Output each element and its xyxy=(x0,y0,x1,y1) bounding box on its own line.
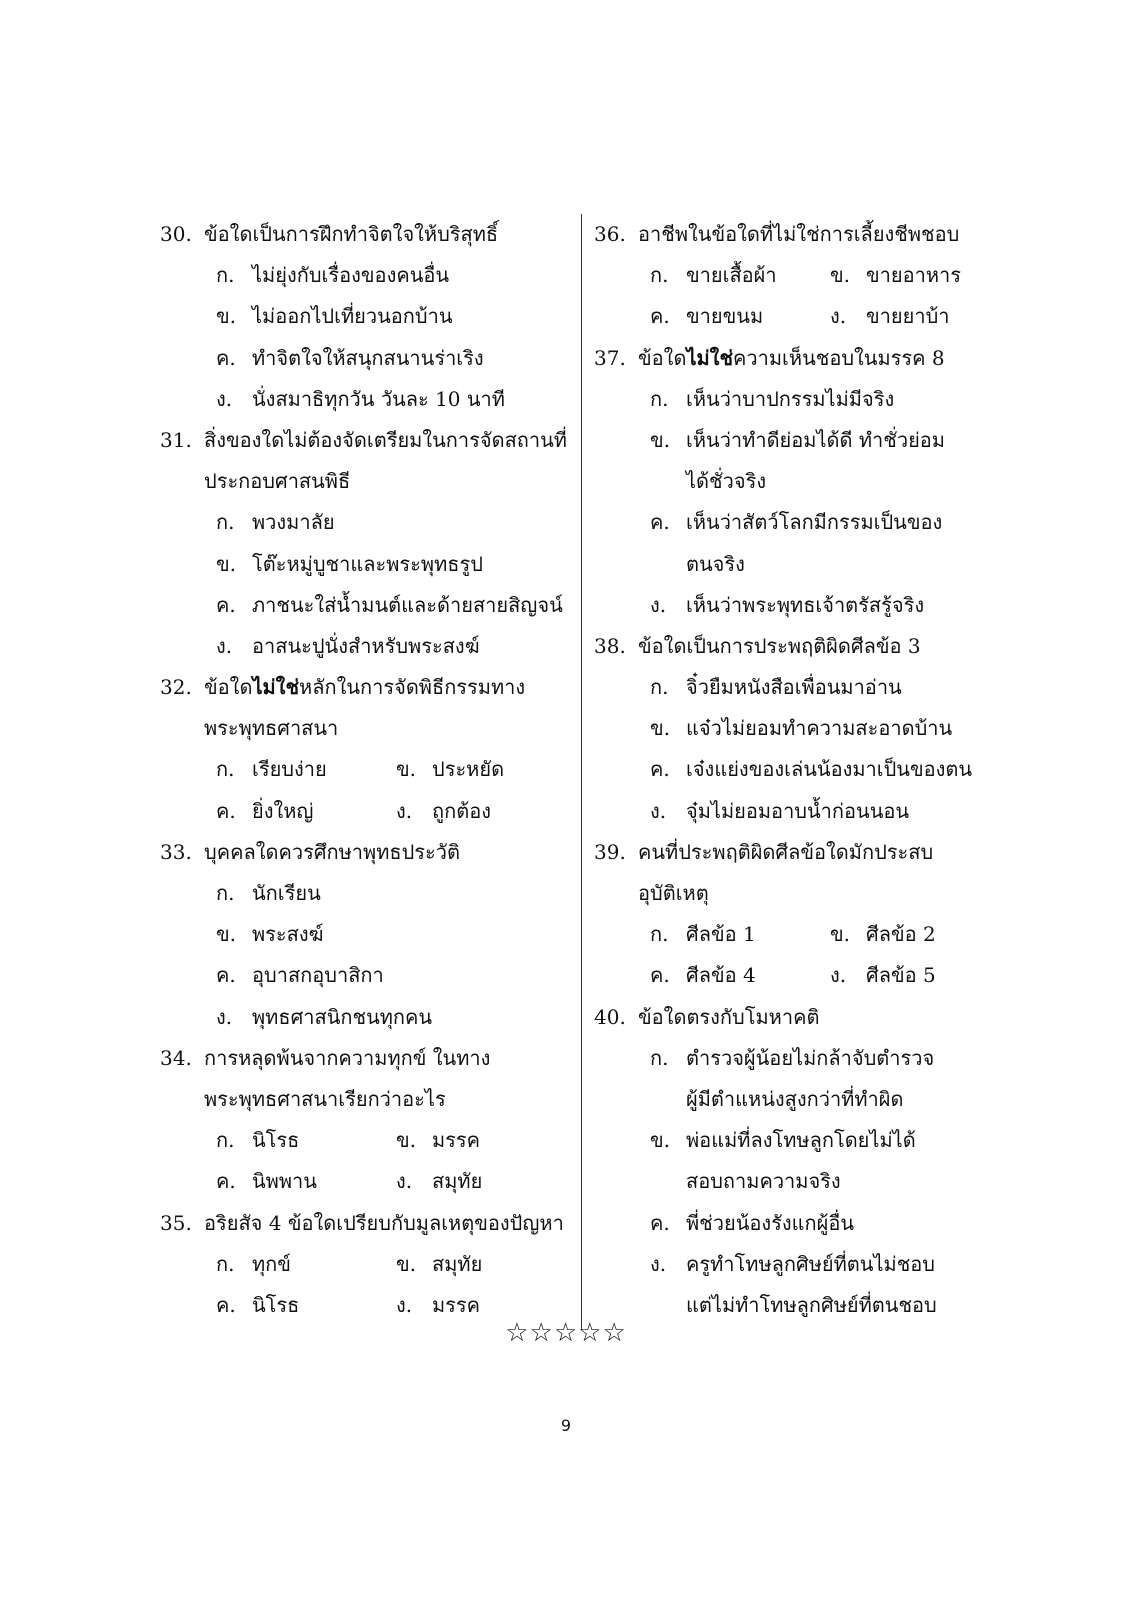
answer-option xyxy=(160,379,560,420)
question-text: สิ่งของใดไม่ต้องจัดเตรียมในการจัดสถานที่ xyxy=(204,427,567,452)
question-line xyxy=(594,214,984,255)
question-text-post: หลักในการจัดพิธีกรรมทาง xyxy=(299,675,526,700)
answer-option-pair xyxy=(160,1120,560,1161)
question-number: 38. xyxy=(594,633,626,658)
option-label: ง. xyxy=(396,1292,413,1317)
option-label: ค. xyxy=(216,592,236,617)
option-text: เรียบง่าย xyxy=(252,757,327,782)
question-line xyxy=(594,832,984,873)
option-text: ขายขนม xyxy=(686,304,764,329)
question-text-emphasis: ไม่ใช่ xyxy=(252,675,300,700)
option-label: ค. xyxy=(650,510,670,535)
question-text: ข้อใดเป็นการประพฤติผิดศีลข้อ 3 xyxy=(638,633,921,658)
option-text: ได้ชั่วจริง xyxy=(686,469,767,494)
option-label: ข. xyxy=(396,1128,417,1153)
option-label: ก. xyxy=(650,922,669,947)
question-continuation xyxy=(160,461,560,502)
answer-option xyxy=(594,420,984,461)
option-label: ง. xyxy=(650,798,667,823)
question-line xyxy=(160,214,560,255)
option-text: จิ๋วยืมหนังสือเพื่อนมาอ่าน xyxy=(686,675,902,700)
option-label: ง. xyxy=(650,1251,667,1276)
option-text: ครูทำโทษลูกศิษย์ที่ตนไม่ชอบ xyxy=(686,1251,935,1276)
option-label: ข. xyxy=(830,922,851,947)
option-text: พ่อแม่ที่ลงโทษลูกโดยไม่ได้ xyxy=(686,1128,916,1153)
column-divider xyxy=(581,214,582,1330)
option-text: เห็นว่าสัตว์โลกมีกรรมเป็นของ xyxy=(686,510,943,535)
option-label: ค. xyxy=(216,345,236,370)
option-text: เจ๋งแย่งของเล่นน้องมาเป็นของตน xyxy=(686,757,973,782)
question-continuation xyxy=(594,873,984,914)
question-number: 40. xyxy=(594,1004,626,1029)
option-label: ค. xyxy=(216,963,236,988)
option-label: ค. xyxy=(216,1169,236,1194)
option-text: เห็นว่าบาปกรรมไม่มีจริง xyxy=(686,386,895,411)
answer-option-continuation xyxy=(594,1079,984,1120)
option-label: ก. xyxy=(216,1251,235,1276)
option-text: นิโรธ xyxy=(252,1128,300,1153)
option-label: ข. xyxy=(396,1251,417,1276)
option-label: ข. xyxy=(216,304,237,329)
answer-option xyxy=(830,255,1010,296)
question-text: อริยสัจ 4 ข้อใดเปรียบกับมูลเหตุของปัญหา xyxy=(204,1210,564,1235)
question-text: ประกอบศาสนพิธี xyxy=(204,469,351,494)
question-text: พระพุทธศาสนาเรียกว่าอะไร xyxy=(204,1086,446,1111)
question-text: คนที่ประพฤติผิดศีลข้อใดมักประสบ xyxy=(638,839,934,864)
question-text xyxy=(638,338,945,379)
question-line xyxy=(160,1203,564,1244)
option-text: สอบถามความจริง xyxy=(686,1169,841,1194)
option-text: สมุทัย xyxy=(432,1169,483,1194)
answer-option-continuation xyxy=(594,461,984,502)
option-text: พี่ช่วยน้องรังแกผู้อื่น xyxy=(686,1210,855,1235)
left-column xyxy=(160,214,567,1326)
option-label: ค. xyxy=(216,798,236,823)
answer-option xyxy=(830,955,1010,996)
question-text-pre: ข้อใด xyxy=(638,345,687,370)
option-text: พุทธศาสนิกชนทุกคน xyxy=(252,1004,433,1029)
answer-option xyxy=(594,379,984,420)
end-stars: ☆☆☆☆☆ xyxy=(505,1318,627,1348)
option-label: ข. xyxy=(830,263,851,288)
option-text: โต๊ะหมู่บูชาและพระพุทธรูป xyxy=(252,551,483,576)
question-line xyxy=(160,667,560,708)
option-text: พวงมาลัย xyxy=(252,510,335,535)
option-text: ศีลข้อ 5 xyxy=(866,963,936,988)
option-label: ง. xyxy=(396,798,413,823)
answer-option xyxy=(594,1038,984,1079)
option-label: ค. xyxy=(650,1210,670,1235)
answer-option xyxy=(650,255,830,296)
option-text: สมุทัย xyxy=(432,1251,483,1276)
question-continuation xyxy=(160,1079,560,1120)
option-text: อาสนะปูนั่งสำหรับพระสงฆ์ xyxy=(252,633,480,658)
question-text xyxy=(204,667,525,708)
question-number: 35. xyxy=(160,1210,192,1235)
option-text: นักเรียน xyxy=(252,881,321,905)
answer-option xyxy=(160,626,560,667)
option-text: มรรค xyxy=(432,1292,481,1317)
option-text: อุบาสกอุบาสิกา xyxy=(252,963,384,988)
answer-option xyxy=(396,749,576,790)
option-label: ง. xyxy=(650,592,667,617)
option-label: ข. xyxy=(216,922,237,947)
option-text: ขายเสื้อผ้า xyxy=(686,263,777,288)
option-label: ข. xyxy=(216,551,237,576)
option-label: ง. xyxy=(830,963,847,988)
answer-option xyxy=(216,1120,396,1161)
question-continuation xyxy=(160,708,560,749)
answer-option xyxy=(396,1161,576,1202)
question-text: อุบัติเหตุ xyxy=(638,881,709,905)
option-text: ศีลข้อ 1 xyxy=(686,922,756,947)
option-label: ก. xyxy=(216,757,235,782)
question-text-pre: ข้อใด xyxy=(204,675,253,700)
answer-option xyxy=(594,502,984,543)
option-text: จุ๋มไม่ยอมอาบน้ำก่อนนอน xyxy=(686,798,910,823)
option-text: นิพพาน xyxy=(252,1169,317,1194)
option-label: ง. xyxy=(216,1004,233,1029)
option-label: ข. xyxy=(650,716,671,741)
option-text: ตำรวจผู้น้อยไม่กล้าจับตำรวจ xyxy=(686,1045,935,1070)
answer-option-pair xyxy=(160,791,560,832)
option-text: ภาชนะใส่น้ำมนต์และด้ายสายสิญจน์ xyxy=(252,592,563,617)
question-line xyxy=(594,626,984,667)
option-text: นิโรธ xyxy=(252,1292,300,1317)
answer-option xyxy=(216,1244,396,1285)
answer-option xyxy=(594,1203,984,1244)
question-number: 39. xyxy=(594,839,626,864)
answer-option xyxy=(160,338,560,379)
answer-option xyxy=(160,585,563,626)
answer-option xyxy=(650,955,830,996)
option-text: แจ๋วไม่ยอมทำความสะอาดบ้าน xyxy=(686,716,953,741)
option-text: แต่ไม่ทำโทษลูกศิษย์ที่ตนชอบ xyxy=(686,1292,937,1317)
option-label: ค. xyxy=(650,963,670,988)
option-label: ก. xyxy=(650,1045,669,1070)
answer-option xyxy=(160,502,560,543)
option-text: เห็นว่าทำดีย่อมได้ดี ทำชั่วย่อม xyxy=(686,427,945,452)
question-number: 36. xyxy=(594,222,626,246)
question-text: ข้อใดตรงกับโมหาคติ xyxy=(638,1004,820,1029)
option-label: ก. xyxy=(650,386,669,411)
option-label: ข. xyxy=(650,427,671,452)
option-text: ไม่ยุ่งกับเรื่องของคนอื่น xyxy=(252,263,450,288)
answer-option xyxy=(594,749,984,790)
answer-option-pair xyxy=(594,296,984,337)
answer-option xyxy=(160,914,560,955)
answer-option xyxy=(396,1120,576,1161)
option-label: ข. xyxy=(650,1128,671,1153)
answer-option xyxy=(594,1244,984,1285)
option-label: ก. xyxy=(650,263,669,288)
question-number: 32. xyxy=(160,675,192,700)
question-text: การหลุดพ้นจากความทุกข์ ในทาง xyxy=(204,1045,491,1070)
option-text: ไม่ออกไปเที่ยวนอกบ้าน xyxy=(252,304,453,329)
answer-option xyxy=(160,873,560,914)
option-label: ค. xyxy=(216,1292,236,1317)
answer-option xyxy=(594,667,984,708)
option-label: ค. xyxy=(650,304,670,329)
option-label: ง. xyxy=(396,1169,413,1194)
answer-option-continuation xyxy=(594,1161,984,1202)
answer-option-pair xyxy=(594,255,984,296)
question-text-emphasis: ไม่ใช่ xyxy=(686,345,734,370)
option-text: ศีลข้อ 4 xyxy=(686,963,756,988)
answer-option xyxy=(594,585,984,626)
option-text: ศีลข้อ 2 xyxy=(866,922,936,947)
option-text: ยิ่งใหญ่ xyxy=(252,798,314,823)
answer-option-pair xyxy=(160,749,560,790)
answer-option xyxy=(830,296,1010,337)
option-label: ง. xyxy=(216,633,233,658)
option-text: พระสงฆ์ xyxy=(252,922,324,947)
answer-option xyxy=(594,791,984,832)
option-label: ก. xyxy=(216,881,235,905)
question-line xyxy=(594,338,984,379)
right-column xyxy=(594,214,984,1326)
answer-option xyxy=(650,914,830,955)
option-label: ก. xyxy=(650,675,669,700)
answer-option xyxy=(160,296,560,337)
answer-option xyxy=(396,791,576,832)
option-label: ง. xyxy=(216,386,233,411)
answer-option xyxy=(160,544,560,585)
question-number: 37. xyxy=(594,345,626,370)
option-text: เห็นว่าพระพุทธเจ้าตรัสรู้จริง xyxy=(686,592,925,617)
question-text-post: ความเห็นชอบในมรรค 8 xyxy=(733,345,945,370)
question-number: 34. xyxy=(160,1045,192,1070)
option-text: มรรค xyxy=(432,1128,481,1153)
question-text: บุคคลใดควรศึกษาพุทธประวัติ xyxy=(204,839,461,864)
answer-option-pair xyxy=(160,1244,560,1285)
question-line xyxy=(160,420,567,461)
option-label: ก. xyxy=(216,263,235,288)
question-line xyxy=(160,832,560,873)
question-text: พระพุทธศาสนา xyxy=(204,716,339,741)
option-label: ก. xyxy=(216,510,235,535)
answer-option xyxy=(594,708,984,749)
option-label: ข. xyxy=(396,757,417,782)
option-text: ถูกต้อง xyxy=(432,798,491,823)
option-text: ผู้มีตำแหน่งสูงกว่าที่ทำผิด xyxy=(686,1086,904,1111)
question-text: ข้อใดเป็นการฝึกทำจิตใจให้บริสุทธิ์ xyxy=(204,222,499,246)
option-text: ตนจริง xyxy=(686,551,745,576)
answer-option xyxy=(160,997,560,1038)
option-text: นั่งสมาธิทุกวัน วันละ 10 นาที xyxy=(252,386,505,411)
option-label: ก. xyxy=(216,1128,235,1153)
answer-option xyxy=(650,296,830,337)
question-number: 31. xyxy=(160,427,192,452)
question-number: 30. xyxy=(160,222,192,246)
option-text: ทุกข์ xyxy=(252,1251,291,1276)
answer-option xyxy=(216,791,396,832)
answer-option xyxy=(160,955,560,996)
question-text: อาชีพในข้อใดที่ไม่ใช่การเลี้ยงชีพชอบ xyxy=(638,222,960,246)
question-number: 33. xyxy=(160,839,192,864)
page-number: 9 xyxy=(560,1416,572,1435)
option-label: ง. xyxy=(830,304,847,329)
question-line xyxy=(594,997,984,1038)
answer-option xyxy=(216,749,396,790)
option-label: ค. xyxy=(650,757,670,782)
option-text: ขายยาบ้า xyxy=(866,304,950,329)
answer-option-continuation xyxy=(594,544,984,585)
answer-option xyxy=(160,255,560,296)
question-line xyxy=(160,1038,560,1079)
answer-option xyxy=(594,1120,984,1161)
answer-option xyxy=(830,914,1010,955)
answer-option xyxy=(216,1161,396,1202)
answer-option-pair xyxy=(594,914,984,955)
answer-option-pair xyxy=(594,955,984,996)
answer-option-pair xyxy=(160,1161,560,1202)
answer-option xyxy=(396,1244,576,1285)
option-text: ทำจิตใจให้สนุกสนานร่าเริง xyxy=(252,345,484,370)
option-text: ประหยัด xyxy=(432,757,505,782)
option-text: ขายอาหาร xyxy=(866,263,962,288)
